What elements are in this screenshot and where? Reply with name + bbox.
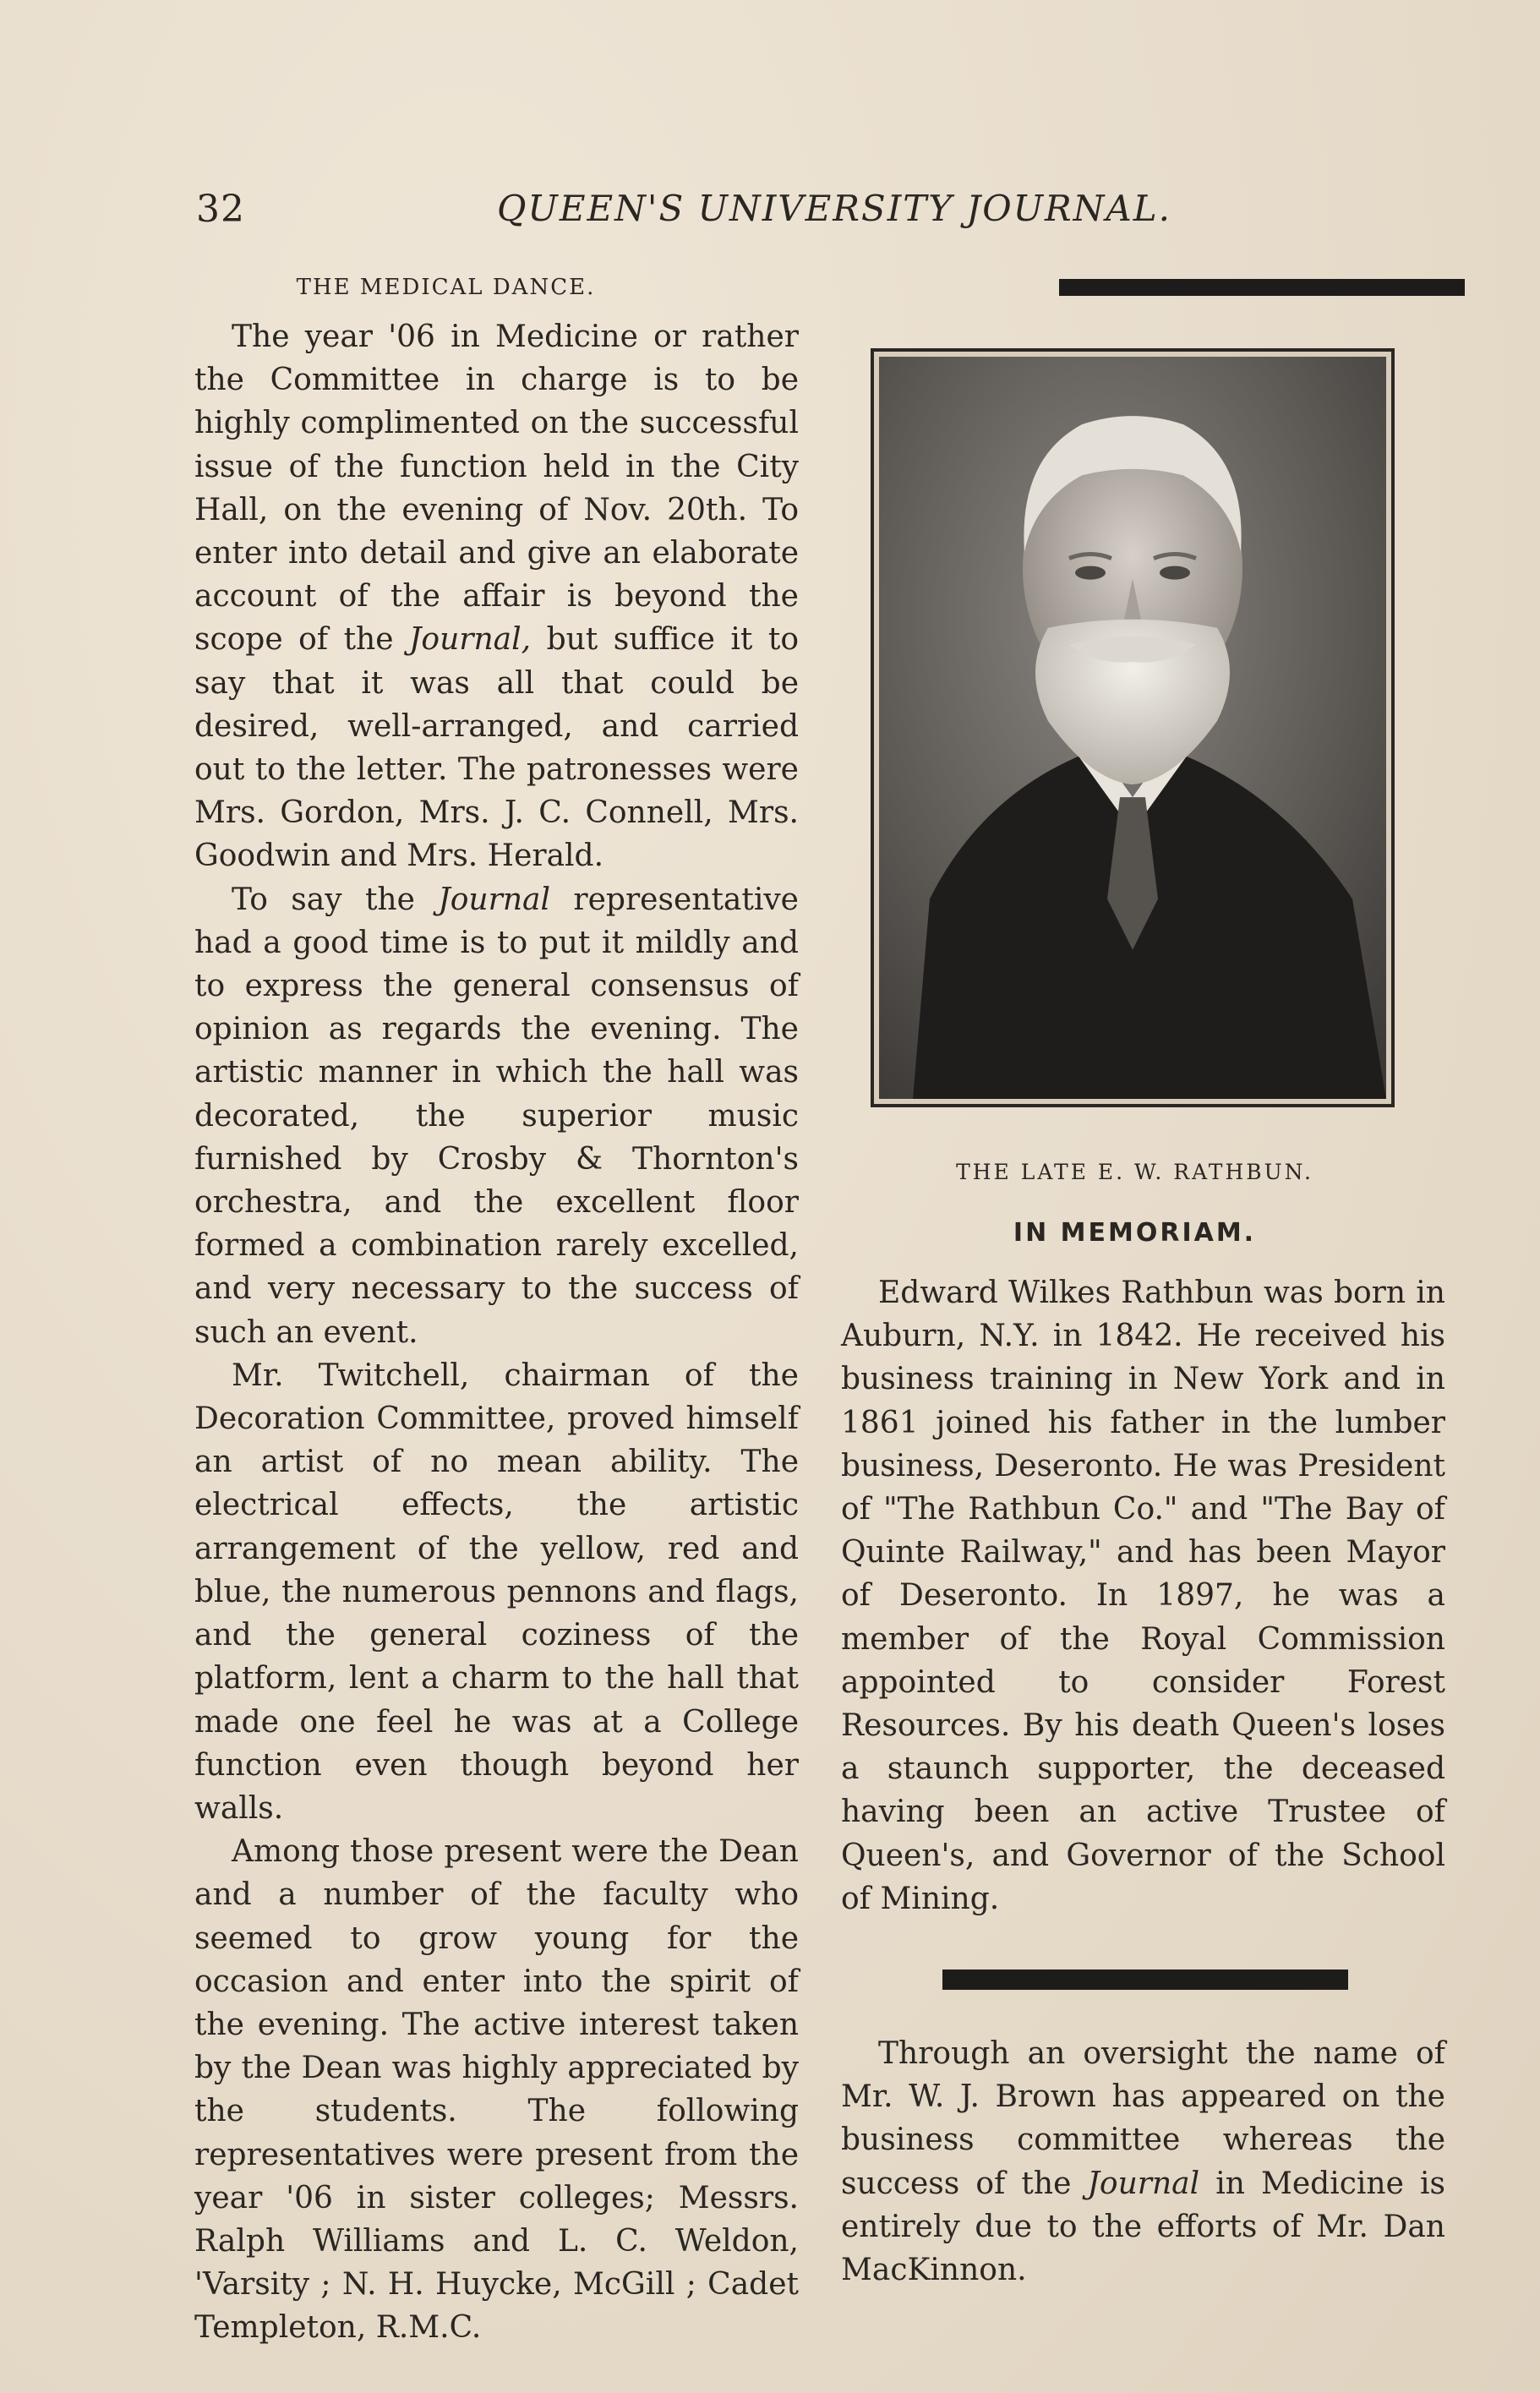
text-run: The year '06 in Medicine or rather the Committee in charge is to be highly complimented on the successful issue of the function held in the City Hall, on the evening of Nov. 20th. To enter into detail and give an elaborate account of the affair is beyond the scope of the bbox=[194, 320, 799, 658]
article-paragraph bbox=[194, 1830, 799, 2349]
portrait-photo bbox=[879, 357, 1386, 1099]
text-run: representative had a good time is to put it mildly and to express the general consensus of opinion as regards the evening. The artistic manner in which the hall was decorated, the superior music furnished by Crosby & Thornton's orchestra, and the excellent floor formed a combination rarely excelled, and very necessary to the success of such an event. bbox=[194, 882, 799, 1350]
left-column bbox=[194, 275, 799, 2350]
italic-text-run: Journal bbox=[1087, 2166, 1200, 2201]
memoriam-heading: IN MEMORIAM. bbox=[1013, 1218, 1257, 1248]
text-run: Edward Wilkes Rathbun was born in Auburn, N.Y. in 1842. He received his business training in New York and in 1861 joined his father in the lumber business, Deseronto. He was President of "The Rathbun Co." and "The Bay of Quinte Railway," and has been Mayor of Deseronto. In 1897, he was a member of the Royal Commission appointed to consider Forest Resources. By his death Queen's loses a staunch supporter, the deceased having been an active Trustee of Queen's, and Governor of the School of Mining. bbox=[841, 1276, 1445, 1916]
text-run: Through an oversight the name of Mr. W. J. Brown has appeared on the business committee whereas the success of the bbox=[841, 2036, 1445, 2201]
text-run: Mr. Twitchell, chairman of the Decoration Committee, proved himself an artist of no mean ability. The electrical effects, the artistic arrangement of the yellow, red and blue, the numerous pennons and flags, and the general coziness of the platform, lent a charm to the hall that made one feel he was at a College function even though beyond her walls. bbox=[194, 1358, 799, 1826]
text-run: Among those present were the Dean and a number of the faculty who seemed to grow young for the occasion and enter into the spirit of the evening. The active interest taken by the Dean was highly appreciated by the students. The following representatives were present from the year '06 in sister colleges; Messrs. Ralph Williams and L. C. Weldon, 'Varsity ; N. H. Huycke, McGill ; Cadet Templeton, R.M.C. bbox=[194, 1834, 799, 2346]
decorative-rule bbox=[1059, 279, 1465, 296]
memoriam-paragraph bbox=[841, 1271, 1445, 1920]
article-paragraph bbox=[194, 1354, 799, 1830]
article-heading: THE MEDICAL DANCE. bbox=[296, 275, 596, 300]
italic-text-run: Journal, bbox=[409, 622, 532, 658]
text-run: in Medicine is entirely due to the efforts of Mr. Dan MacKinnon. bbox=[841, 2166, 1445, 2288]
page-number: 32 bbox=[196, 188, 245, 231]
decorative-rule bbox=[942, 1970, 1348, 1990]
notice-paragraph bbox=[841, 2032, 1445, 2292]
article-paragraph bbox=[194, 878, 799, 1354]
text-run: To say the bbox=[232, 882, 439, 917]
right-column bbox=[841, 279, 1445, 2292]
journal-title: QUEEN'S UNIVERSITY JOURNAL. bbox=[497, 188, 1171, 229]
portrait-caption: THE LATE E. W. RATHBUN. bbox=[956, 1160, 1313, 1184]
italic-text-run: Journal bbox=[438, 882, 550, 917]
portrait-frame bbox=[871, 348, 1395, 1107]
text-run: but suffice it to say that it was all that could be desired, well-arranged, and carried out to the letter. The patronesses were Mrs. Gordon, Mrs. J. C. Connell, Mrs. Goodwin and Mrs. Herald. bbox=[194, 622, 799, 874]
article-paragraph bbox=[194, 315, 799, 878]
